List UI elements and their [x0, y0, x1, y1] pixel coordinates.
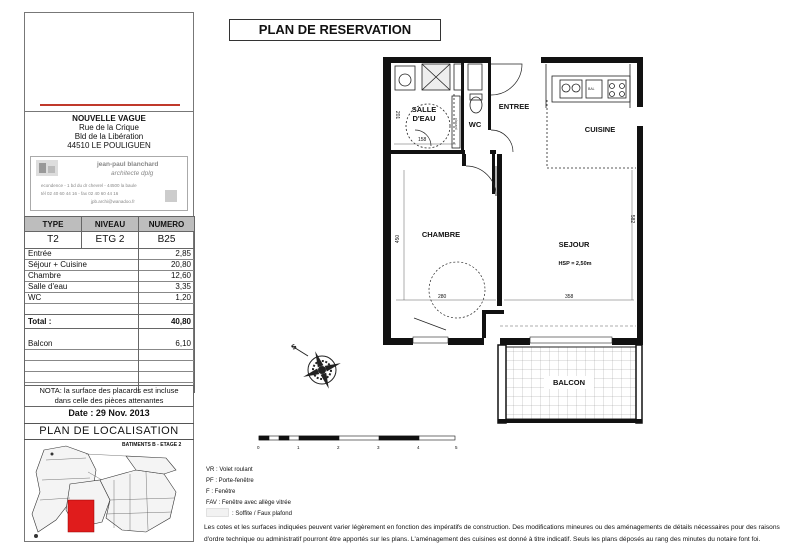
nota-line-2: dans celle des pièces attenantes	[54, 396, 164, 405]
apt-numero: B25	[139, 232, 195, 249]
dim-450: 450	[395, 234, 402, 244]
room-balcon: BALCON	[552, 378, 586, 387]
room-label: Salle d'eau	[25, 282, 139, 293]
room-area: 2,85	[139, 249, 195, 260]
room-cuisine: CUISINE	[584, 125, 616, 134]
col-header-numero: NUMERO	[139, 217, 195, 232]
legend-pf: PF : Porte-fenêtre	[206, 478, 254, 484]
ceiling-height: HSP = 2,50m	[558, 261, 592, 267]
dim-201: 201	[394, 110, 401, 120]
plan-date: Date : 29 Nov. 2013	[68, 408, 150, 418]
apt-niveau: ETG 2	[82, 232, 139, 249]
room-area: 3,35	[139, 282, 195, 293]
room-entree: ENTREE	[498, 102, 530, 111]
disclaimer-line-1: Les cotes et les surfaces indiquées peuvent varier légèrement en fonction des impératifs de construction. Des modifications mineures ou des aménagements de détails nécessaires pour des raisons	[204, 524, 780, 531]
scale-label-4: 4	[417, 445, 420, 450]
scale-label-1: 1	[297, 445, 300, 450]
room-label: WC	[25, 293, 139, 304]
total-value: 40,80	[139, 315, 195, 329]
scale-label-3: 3	[377, 445, 380, 450]
balcon-label: Balcon	[25, 339, 139, 350]
total-label: Total :	[25, 315, 139, 329]
project-name: NOUVELLE VAGUE	[72, 114, 146, 123]
room-salle-eau-1: SALLE	[411, 105, 437, 114]
location-subtitle: BATIMENTS B - ETAGE 2	[122, 442, 182, 448]
room-label: Chambre	[25, 271, 139, 282]
col-header-niveau: NIVEAU	[82, 217, 139, 232]
svg-text:placard: placard	[454, 118, 458, 130]
balcon-value: 6,10	[139, 339, 195, 350]
soffite-swatch-icon	[206, 508, 230, 518]
architect-address: econdence - 1 bd du dr chevrel - 44500 la baule	[41, 183, 137, 188]
apt-type: T2	[25, 232, 82, 249]
room-salle-eau-2: D'EAU	[412, 114, 436, 123]
location-title: PLAN DE LOCALISATION	[24, 423, 194, 440]
architect-title: architecte dplg	[111, 170, 154, 177]
room-area: 20,80	[139, 260, 195, 271]
dim-158: 158	[418, 137, 427, 143]
page-title: PLAN DE RESERVATION	[229, 19, 441, 41]
disclaimer	[204, 522, 794, 546]
architect-email: jpb.archi@wanadoo.fr	[91, 199, 135, 204]
room-sejour: SEJOUR	[558, 240, 590, 249]
room-area: 1,20	[139, 293, 195, 304]
project-address-3: 44510 LE POULIGUEN	[67, 141, 151, 150]
compass-south-label: S	[290, 343, 299, 352]
scale-bar	[255, 434, 465, 454]
nota-line-1: NOTA: la surface des placards est incluse	[39, 386, 179, 395]
project-address-1: Rue de la Crique	[78, 123, 140, 132]
scale-label-5: 5	[455, 445, 458, 450]
project-address-2: Bld de la Libération	[74, 132, 144, 141]
room-label: Séjour + Cuisine	[25, 260, 139, 271]
compass-icon	[280, 340, 350, 400]
dim-582: 582	[629, 214, 636, 224]
legend-soffite: : Soffite / Faux plafond	[232, 511, 292, 517]
room-chambre: CHAMBRE	[421, 230, 461, 239]
legend-fav: FAV : Fenêtre avec allège vitrée	[206, 500, 291, 506]
disclaimer-line-2: d'ordre technique ou administratif pourront être apportés sur les plans. L'aménagement des cuisines est donné à titre indicatif. Seuls les plans déposés au rang des minutes du notaire font foi.	[204, 536, 761, 543]
scale-label-0: 0	[257, 445, 260, 450]
room-wc: WC	[468, 120, 482, 129]
dim-358: 358	[565, 294, 574, 300]
room-label: Entrée	[25, 249, 139, 260]
architect-name: jean-paul blanchard	[97, 161, 159, 168]
legend-vr: VR : Volet roulant	[206, 467, 253, 473]
scale-label-2: 2	[337, 445, 340, 450]
room-area: 12,60	[139, 271, 195, 282]
architect-phone: tél 02 40 60 44 16 - fax 02 40 60 44 16	[41, 191, 119, 196]
dim-280: 280	[438, 294, 447, 300]
legend-f: F : Fenêtre	[206, 489, 236, 495]
col-header-type: TYPE	[25, 217, 82, 232]
svg-text:BAL: BAL	[588, 87, 595, 91]
